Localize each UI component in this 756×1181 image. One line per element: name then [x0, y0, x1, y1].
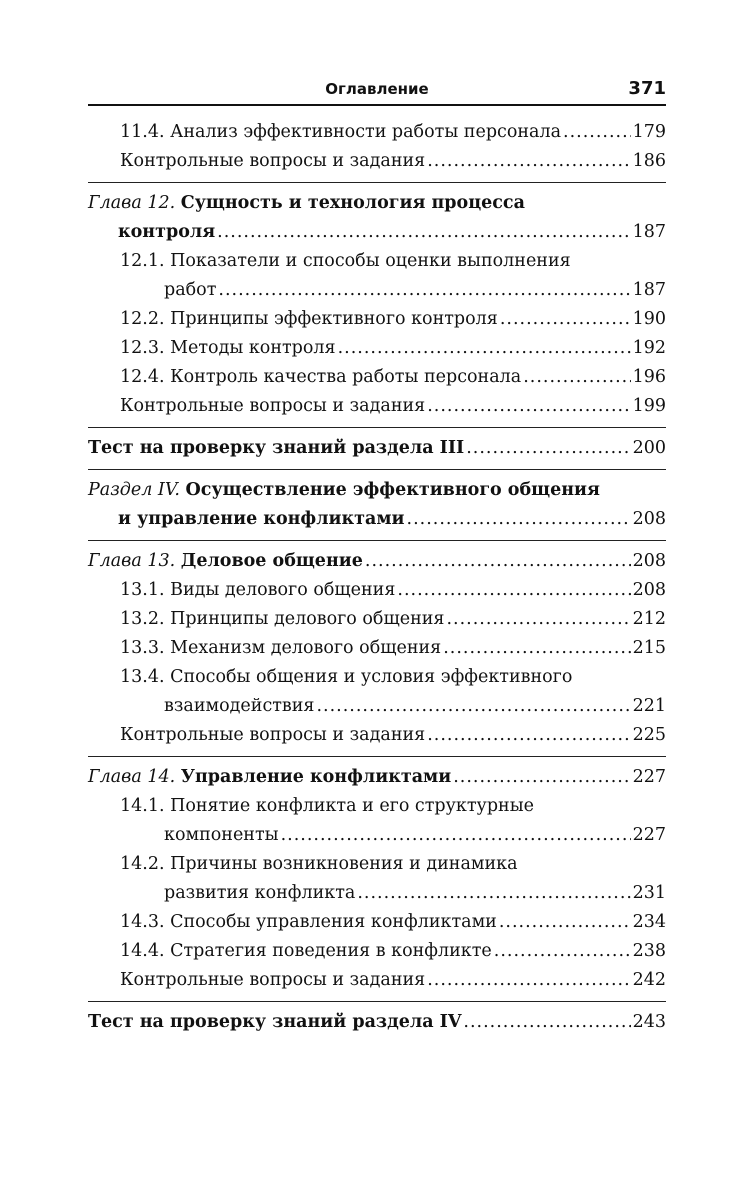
toc-entry-title: 13.3. Механизм делового общения: [120, 638, 442, 658]
leader-dots: [217, 218, 630, 247]
leader-dots: [397, 576, 630, 605]
leader-dots: [453, 763, 630, 792]
toc-entry-14-3[interactable]: [88, 908, 666, 937]
toc-entry-questions-11[interactable]: [88, 147, 666, 176]
toc-entry-title-cont: взаимодействия: [164, 696, 315, 716]
toc-entry-12-4[interactable]: [88, 363, 666, 392]
toc-entry-title: 12.2. Принципы эффективного контроля: [120, 309, 498, 329]
toc-page: 243: [632, 1012, 666, 1032]
toc-page: 190: [632, 309, 666, 329]
toc-entry-title: 12.3. Методы контроля: [120, 338, 336, 358]
toc-entry-12-3[interactable]: [88, 334, 666, 363]
toc-entry-questions-13[interactable]: [88, 721, 666, 750]
toc-page: 225: [632, 725, 666, 745]
toc-page: 208: [632, 551, 666, 571]
toc-entry-title-cont: компоненты: [164, 825, 279, 845]
toc-entry-chapter-12[interactable]: [88, 182, 666, 247]
toc-entry-title: Деловое общение: [180, 551, 363, 571]
toc-entry-title: 14.2. Причины возникновения и динамика: [120, 854, 518, 874]
leader-dots: [427, 721, 630, 750]
leader-dots: [316, 692, 630, 721]
toc-label: Глава 14.: [88, 767, 176, 787]
leader-dots: [563, 118, 631, 147]
toc-page: 215: [632, 638, 666, 658]
toc-entry-12-1[interactable]: [88, 247, 666, 305]
leader-dots: [365, 547, 631, 576]
toc-entry-title: Тест на проверку знаний раздела III: [88, 438, 465, 458]
toc-entry-title: 14.3. Способы управления конфликтами: [120, 912, 497, 932]
toc-page: 187: [632, 222, 666, 242]
toc-page: 212: [632, 609, 666, 629]
toc-entry-title-cont: развития конфликта: [164, 883, 356, 903]
toc-entry-title-cont: контроля: [118, 222, 216, 242]
toc-entry-title: 12.1. Показатели и способы оценки выполнения: [120, 251, 571, 271]
toc-label: Глава 13.: [88, 551, 176, 571]
toc-entry-title: Сущность и технология процесса: [180, 193, 525, 213]
toc-entry-section-4[interactable]: [88, 469, 666, 534]
toc-entry-title: 13.2. Принципы делового общения: [120, 609, 445, 629]
toc-entry-chapter-13[interactable]: [88, 540, 666, 576]
toc-entry-11-4[interactable]: [88, 118, 666, 147]
toc-label: Раздел IV.: [88, 480, 180, 500]
toc-entry-title: 14.4. Стратегия поведения в конфликте: [120, 941, 492, 961]
leader-dots: [443, 634, 630, 663]
toc-entry-title-cont: и управление конфликтами: [118, 509, 405, 529]
leader-dots: [466, 434, 630, 463]
toc-entry-title: Управление конфликтами: [180, 767, 452, 787]
toc-entry-13-3[interactable]: [88, 634, 666, 663]
table-of-contents: [88, 118, 666, 1037]
toc-page: 227: [632, 767, 666, 787]
toc-entry-title: 12.4. Контроль качества работы персонала: [120, 367, 522, 387]
toc-entry-questions-12[interactable]: [88, 392, 666, 421]
leader-dots: [500, 305, 631, 334]
toc-entry-title: Контрольные вопросы и задания: [120, 725, 426, 745]
toc-entry-13-1[interactable]: [88, 576, 666, 605]
toc-entry-title: 11.4. Анализ эффективности работы персонала: [120, 122, 562, 142]
leader-dots: [357, 879, 630, 908]
toc-page: 200: [632, 438, 666, 458]
toc-entry-12-2[interactable]: [88, 305, 666, 334]
leader-dots: [218, 276, 630, 305]
toc-entry-title-cont: работ: [164, 280, 217, 300]
toc-entry-questions-14[interactable]: [88, 966, 666, 995]
toc-entry-test-4[interactable]: [88, 1001, 666, 1037]
toc-entry-title: Контрольные вопросы и задания: [120, 151, 426, 171]
toc-page: 221: [632, 696, 666, 716]
toc-page: 242: [632, 970, 666, 990]
toc-page: 186: [632, 151, 666, 171]
toc-entry-14-2[interactable]: [88, 850, 666, 908]
leader-dots: [499, 908, 631, 937]
leader-dots: [523, 363, 630, 392]
toc-entry-title: 13.4. Способы общения и условия эффективного: [120, 667, 573, 687]
toc-entry-chapter-14[interactable]: [88, 756, 666, 792]
toc-page: 234: [632, 912, 666, 932]
toc-entry-test-3[interactable]: [88, 427, 666, 463]
toc-page: 179: [632, 122, 666, 142]
toc-page: 227: [632, 825, 666, 845]
toc-page: 199: [632, 396, 666, 416]
leader-dots: [407, 505, 631, 534]
leader-dots: [427, 392, 630, 421]
toc-entry-13-4[interactable]: [88, 663, 666, 721]
leader-dots: [427, 966, 630, 995]
toc-page: 192: [632, 338, 666, 358]
leader-dots: [463, 1008, 630, 1037]
toc-entry-title: 13.1. Виды делового общения: [120, 580, 396, 600]
toc-page: 208: [632, 580, 666, 600]
toc-entry-13-2[interactable]: [88, 605, 666, 634]
toc-page: 231: [632, 883, 666, 903]
toc-page: 196: [632, 367, 666, 387]
toc-page: 187: [632, 280, 666, 300]
toc-entry-title: 14.1. Понятие конфликта и его структурные: [120, 796, 534, 816]
toc-entry-title: Тест на проверку знаний раздела IV: [88, 1012, 462, 1032]
toc-page: 208: [632, 509, 666, 529]
leader-dots: [494, 937, 631, 966]
toc-entry-14-4[interactable]: [88, 937, 666, 966]
page-number: 371: [628, 78, 666, 99]
toc-entry-14-1[interactable]: [88, 792, 666, 850]
leader-dots: [427, 147, 630, 176]
leader-dots: [281, 821, 631, 850]
running-head-title: Оглавление: [325, 80, 429, 98]
toc-entry-title: Осуществление эффективного общения: [185, 480, 600, 500]
toc-page: 238: [632, 941, 666, 961]
toc-entry-title: Контрольные вопросы и задания: [120, 396, 426, 416]
toc-label: Глава 12.: [88, 193, 176, 213]
leader-dots: [338, 334, 631, 363]
leader-dots: [446, 605, 630, 634]
toc-entry-title: Контрольные вопросы и задания: [120, 970, 426, 990]
running-head: [88, 78, 666, 106]
